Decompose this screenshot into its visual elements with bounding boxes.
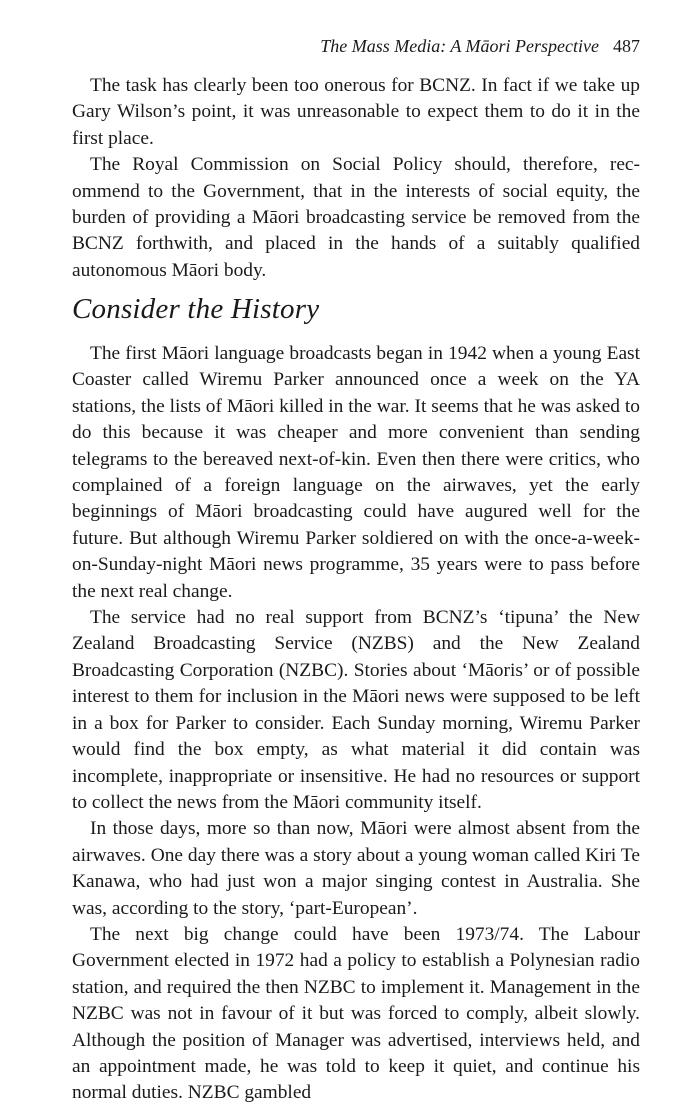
paragraph: In those days, more so than now, Māori were almost absent from the airwaves. One day there was a story about a young woman called Kiri Te Kanawa, who had just won a major singing contest in Australia. She was, according to the story, ‘part-European’.: [72, 818, 640, 919]
paragraph: The first Māori language broadcasts began in 1942 when a young East Coaster called Wiremu Parker announced once a week on the YA stations, the lists of Māori killed in the war. It seems that he was asked to do this because it was cheaper and more convenient than sending telegrams to the bereaved next-of-kin. Even then there were critics, who complained of a foreign language on the airwaves, yet the early beginnings of Māori broadcasting could have augured well for the future. But although Wiremu Parker soldiered on with the once-a-week-on-Sunday-night Māori news programme, 35 years were to pass before the next real change.: [72, 343, 640, 602]
paragraph: The Royal Commission on Social Policy should, therefore, recommend to the Government, that in the interests of social equity, the burden of providing a Māori broadcasting service be removed from the BCNZ forthwith, and placed in the hands of a suitably qualified autonomous Māori body.: [72, 154, 640, 281]
section-heading: Consider the History: [72, 293, 320, 325]
paragraph: The task has clearly been too onerous for BCNZ. In fact if we take up Gary Wilson’s point, it was unreasonable to expect them to do it in the first place.: [72, 75, 640, 149]
paragraph: The service had no real support from BCNZ’s ‘tipuna’ the New Zealand Broadcasting Service (NZBS) and the New Zealand Broadcasting Corporation (NZBC). Stories about ‘Māoris’ or of possible interest to them for inclusion in the Māori news were supposed to be left in a box for Parker to consider. Each Sunday morning, Wiremu Parker would find the box empty, as what material it did contain was incomplete, inappropriate or insensitive. He had no resources or support to collect the news from the Māori community itself.: [72, 607, 640, 813]
section-text-block: [72, 341, 640, 1107]
running-head: [72, 34, 640, 58]
intro-text-block: [72, 73, 640, 284]
running-title: The Mass Media: A Māori Perspective: [320, 36, 599, 56]
paragraph: The next big change could have been 1973/74. The Labour Government elected in 1972 had a policy to establish a Polynesian radio station, and required the then NZBC to implement it. Management in the NZBC was not in favour of it but was forced to comply, albeit slowly. Although the position of Manager was advertised, interviews held, and an appointment made, he was told to keep it quiet, and continue his normal duties. NZBC gambled: [72, 923, 640, 1104]
page-number: 487: [613, 36, 640, 56]
